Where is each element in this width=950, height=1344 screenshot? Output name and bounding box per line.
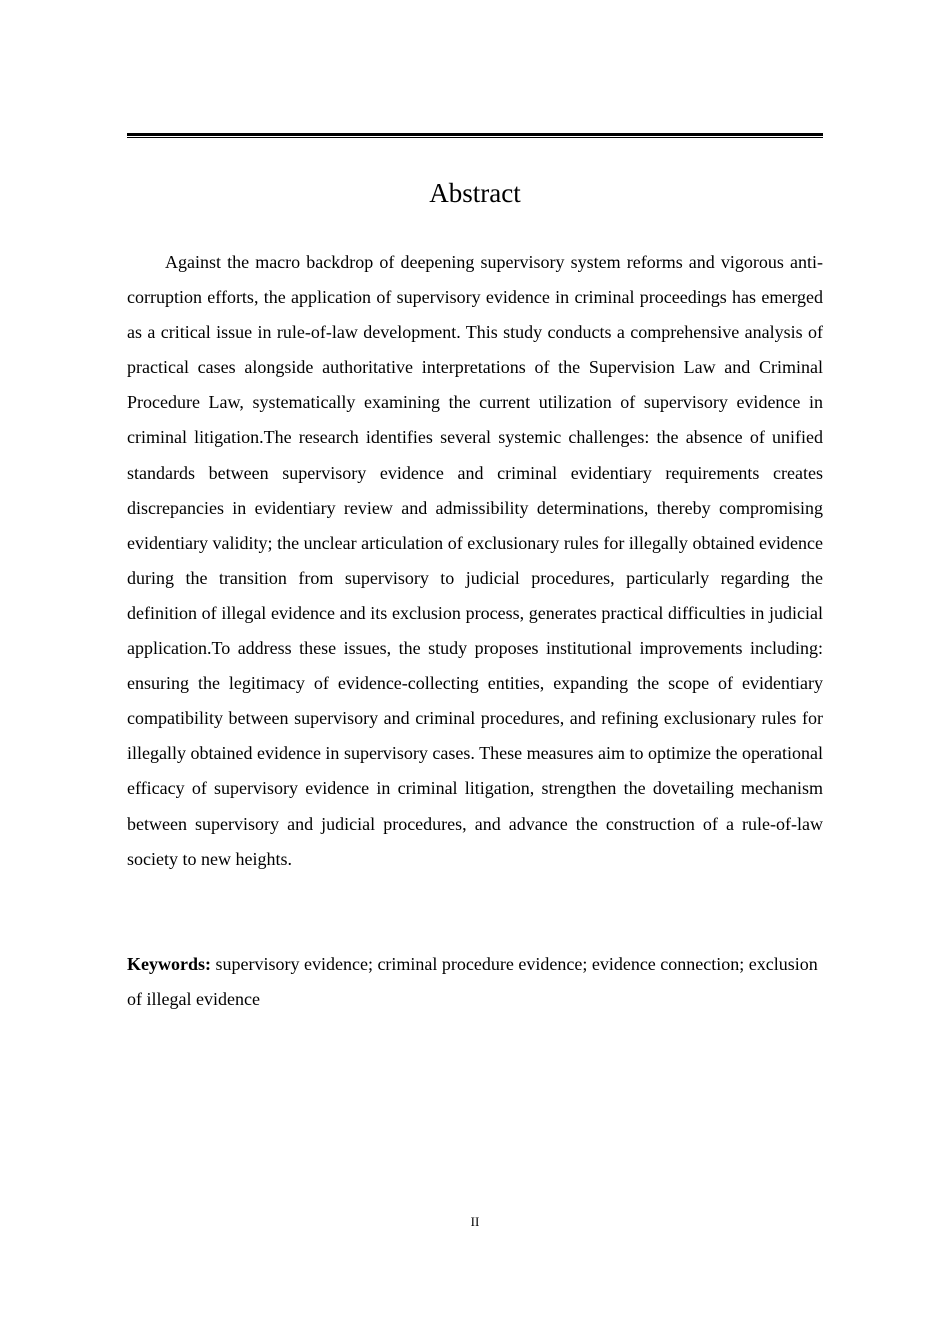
keywords-label: Keywords: xyxy=(127,954,211,974)
abstract-paragraph: Against the macro backdrop of deepening supervisory system reforms and vigorous anti-corruption efforts, the application of supervisory evidence in criminal proceedings has emerged as a critical issue in rule-of-law development. This study conducts a comprehensive analysis of practical cases alongside authoritative interpretations of the Supervision Law and Criminal Procedure Law, systematically examining the current utilization of supervisory evidence in criminal litigation.The research identifies several systemic challenges: the absence of unified standards between supervisory evidence and criminal evidentiary requirements creates discrepancies in evidentiary review and admissibility determinations, thereby compromising evidentiary validity; the unclear articulation of exclusionary rules for illegally obtained evidence during the transition from supervisory to judicial procedures, particularly regarding the definition of illegal evidence and its exclusion process, generates practical difficulties in judicial application.To address these issues, the study proposes institutional improvements including: ensuring the legitimacy of evidence-collecting entities, expanding the scope of evidentiary compatibility between supervisory and criminal procedures, and refining exclusionary rules for illegally obtained evidence in supervisory cases. These measures aim to optimize the operational efficacy of supervisory evidence in criminal litigation, strengthen the dovetailing mechanism between supervisory and judicial procedures, and advance the construction of a rule-of-law society to new heights. xyxy=(127,252,823,869)
header-rule-thick-line xyxy=(127,133,823,136)
page-title: Abstract xyxy=(429,178,521,208)
keywords-text: supervisory evidence; criminal procedure evidence; evidence connection; exclusion of illegal evidence xyxy=(127,954,818,1009)
header-rule-thin-line xyxy=(127,137,823,138)
header-double-rule xyxy=(127,133,823,139)
page-number: II xyxy=(470,1214,480,1229)
keywords-line xyxy=(127,947,823,1017)
